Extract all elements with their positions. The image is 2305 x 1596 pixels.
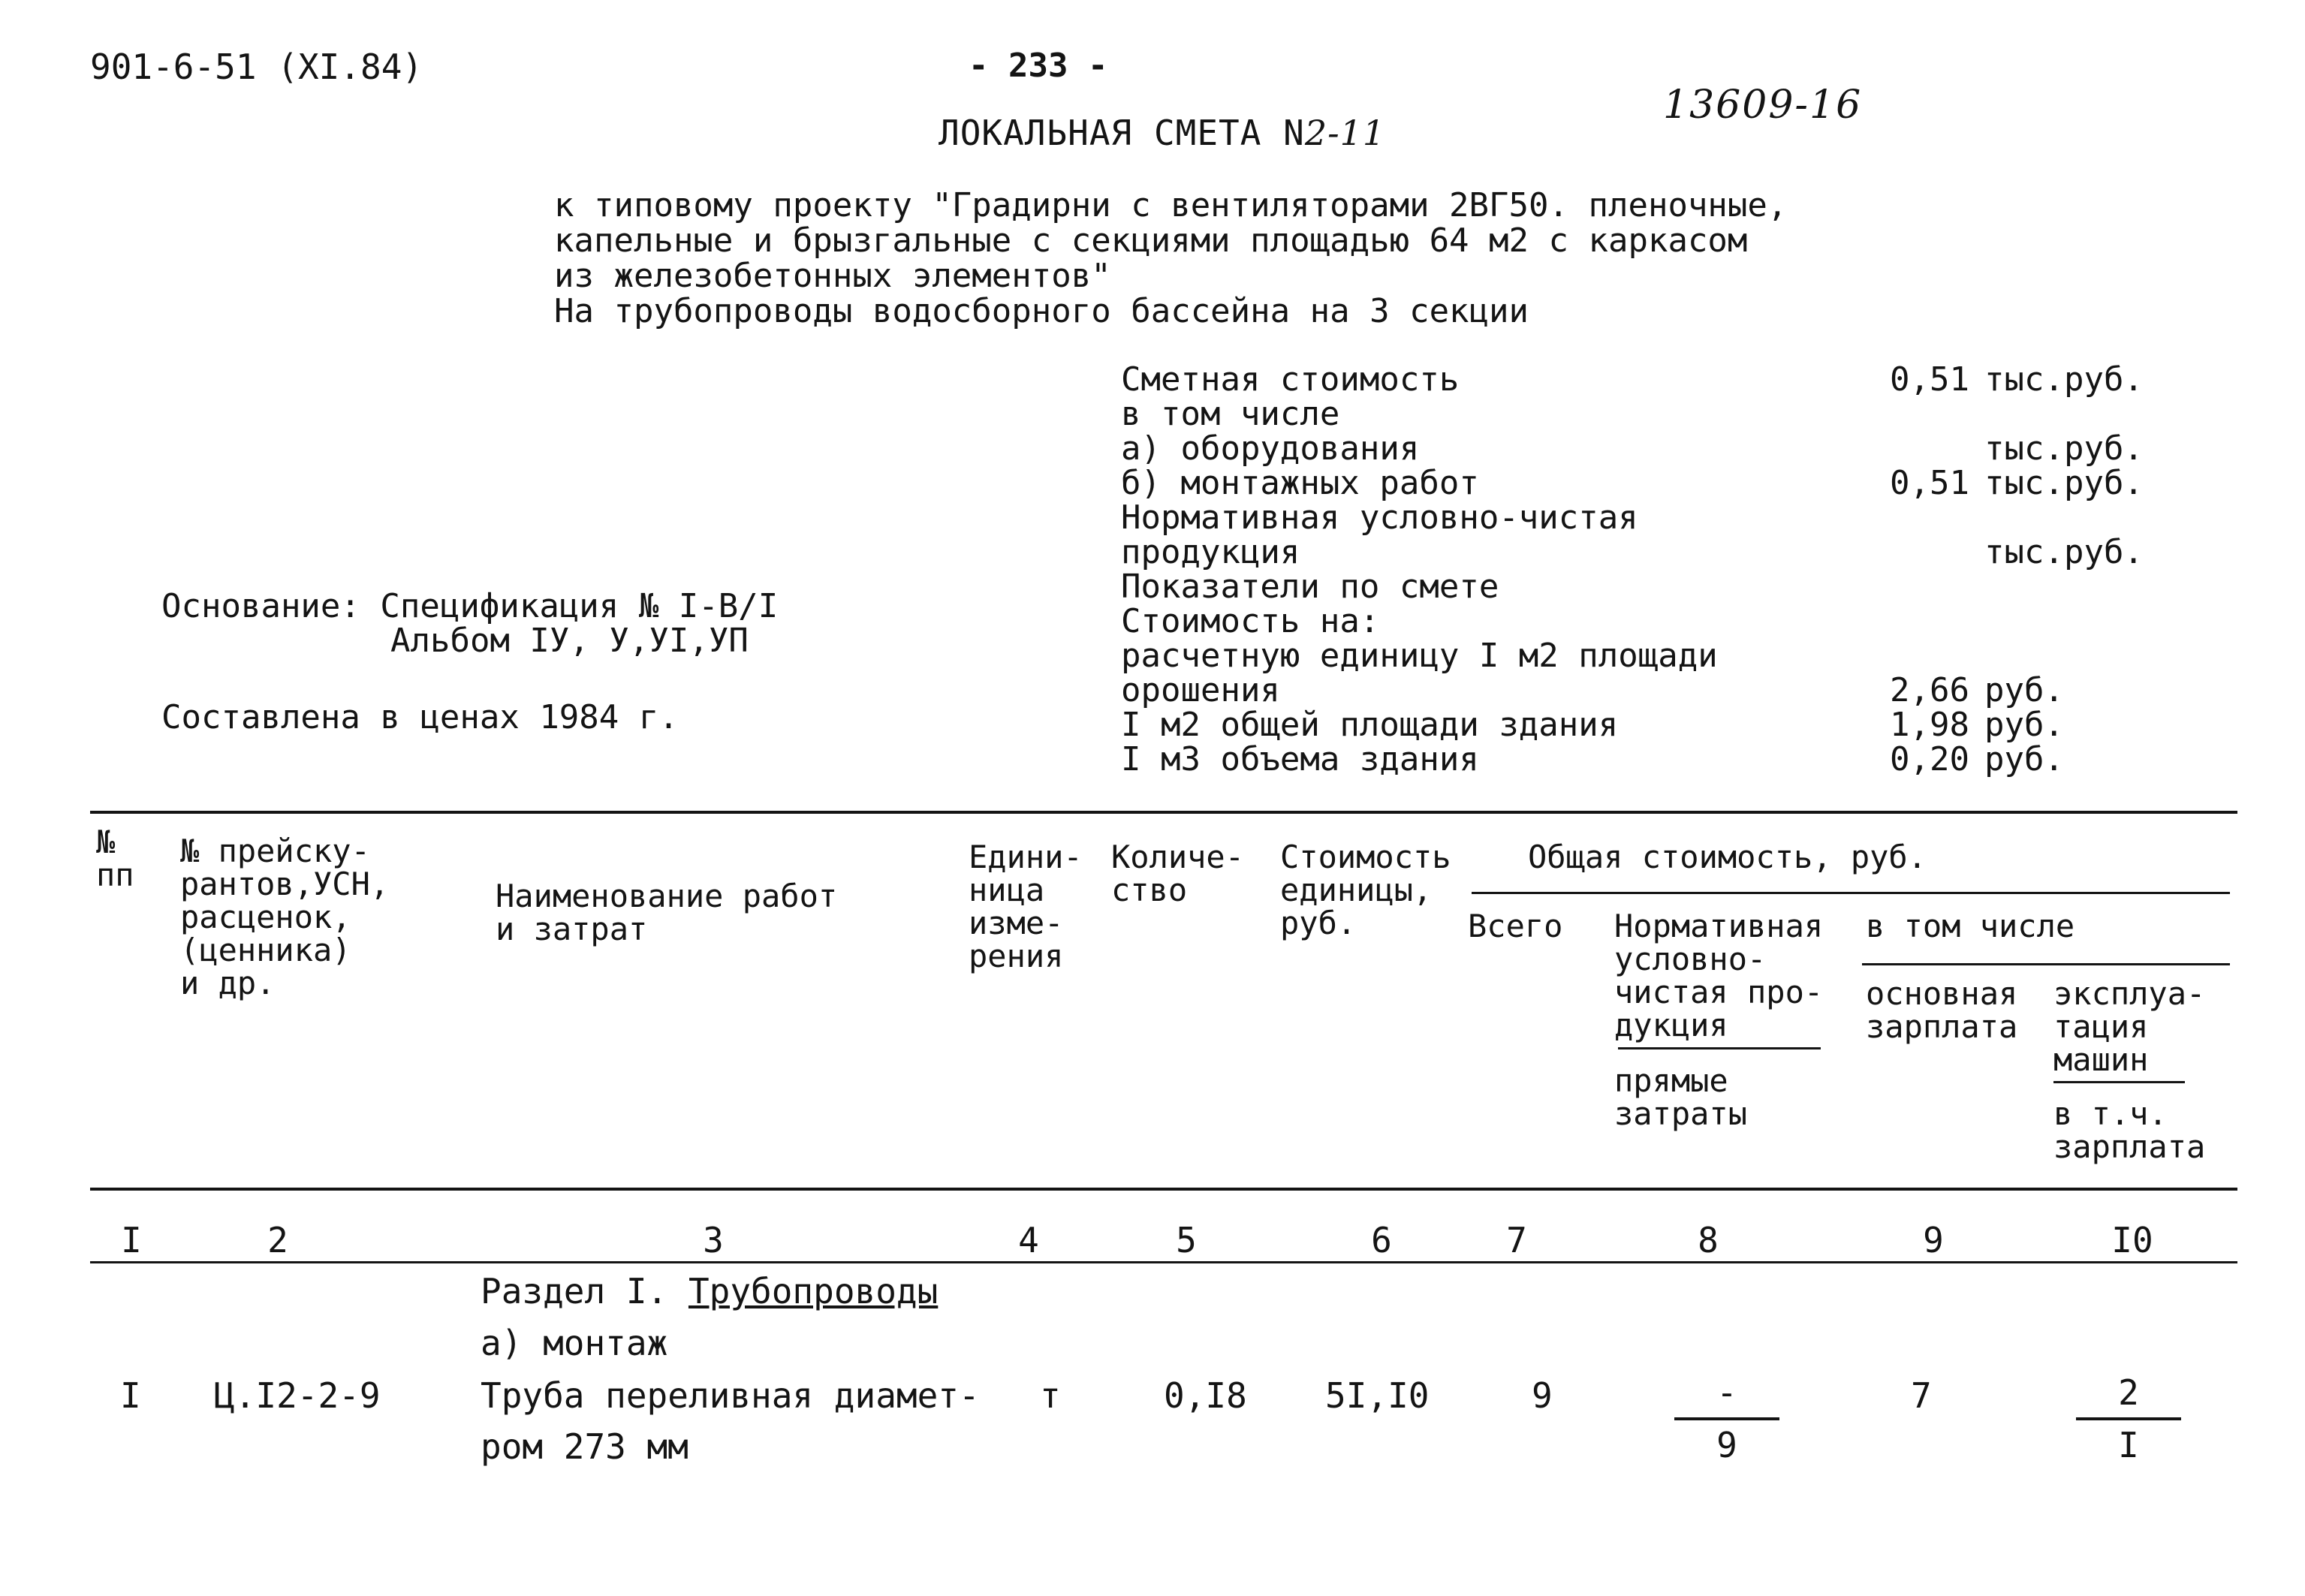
price-basis-note: Составлена в ценах 1984 г. [161,698,679,736]
column-number: 5 [1176,1220,1197,1260]
summary-unit: руб. [1984,740,2064,778]
row-machines-fraction [2076,1372,2181,1465]
section-name: Трубопроводы [688,1271,939,1311]
summary-row [1121,360,2150,399]
summary-unit: тыс.руб. [1984,533,2144,571]
col-header-work-name: Наименование работ и затрат [496,878,838,947]
col-header-number: № пп [96,824,134,893]
summary-label: продукция [1121,533,1300,571]
summary-label: Показатели по смете [1121,568,1499,606]
row-unit: т [1040,1375,1061,1416]
incl-rule [1862,963,2230,965]
header-bottom-rule [90,1188,2237,1191]
column-number: I [121,1220,142,1260]
machines-divider [2053,1081,2185,1083]
row-direct-costs: 9 [1716,1425,1737,1465]
row-quantity: 0,I8 [1164,1375,1247,1416]
description-line: из железобетонных элементов" [554,257,1111,295]
document-code: 901-6-51 (XI.84) [90,47,423,87]
summary-unit: руб. [1984,706,2064,744]
summary-value: 1,98 [1890,706,1969,744]
col-header-unit-cost: Стоимость единицы, руб. [1280,839,1451,941]
column-numbers-rule [90,1261,2237,1263]
description-line: капельные и брызгальные с секциями площадью 64 м2 с каркасом [554,221,1748,260]
summary-label: расчетную единицу I м2 площади [1121,637,1718,675]
page-number: - 233 - [969,47,1108,85]
row-base-salary: 7 [1911,1375,1932,1416]
project-description [554,188,1787,329]
section-title [481,1271,938,1311]
summary-label: в том числе [1121,395,1340,433]
summary-row [1121,673,2150,708]
summary-unit: тыс.руб. [1984,360,2144,399]
column-number: 2 [267,1220,288,1260]
col-header-total: Всего [1468,908,1563,944]
row-total: 9 [1532,1375,1553,1416]
column-number: 6 [1371,1220,1392,1260]
summary-label: орошения [1121,671,1280,709]
summary-row [1121,639,2150,673]
summary-row [1121,570,2150,604]
col-header-machine-salary: в т.ч. зарплата [2053,1095,2206,1165]
summary-row [1121,742,2150,777]
summary-unit: руб. [1984,671,2064,709]
col-header-price-code: № прейску- рантов,УСН, расценок, (ценника) и др. [180,833,390,1001]
summary-row [1121,466,2150,501]
col-header-including: в том числе [1866,908,2075,944]
cost-summary [1121,360,2150,778]
description-line: к типовому проекту "Градирни с вентиляторами 2ВГ50. пленочные, [554,186,1788,224]
basis-line: Основание: Спецификация № I-В/I [161,587,779,625]
handwritten-archive-number: 13609-16 [1663,83,1863,128]
col-header-base-salary: основная зарплата [1866,975,2018,1045]
row-net-product-fraction [1674,1372,1779,1465]
title-number: 2-11 [1304,113,1386,153]
row-work-name: Труба переливная диамет- [481,1375,980,1416]
ncp-divider [1618,1047,1821,1049]
col-header-direct-costs: прямые затраты [1614,1062,1748,1132]
row-price-code: Ц.I2-2-9 [214,1375,381,1416]
summary-unit: тыс.руб. [1984,429,2144,468]
summary-value: 2,66 [1890,671,1969,709]
column-number: 8 [1698,1220,1719,1260]
row-unit-cost: 5I,I0 [1325,1375,1430,1416]
basis-line: Альбом IУ, У,УI,УП [390,622,749,660]
row-net-product: - [1716,1372,1737,1413]
summary-label: Сметная стоимость [1121,360,1460,399]
summary-label: б) монтажных работ [1121,464,1479,502]
row-machine-operation: 2 [2118,1372,2139,1413]
column-number: 3 [703,1220,724,1260]
summary-row [1121,604,2150,639]
description-line: На трубопроводы водосборного бассейна на 3 секции [554,292,1529,330]
column-number: I0 [2111,1220,2153,1260]
row-number: I [120,1375,141,1416]
summary-label: I м3 объема здания [1121,740,1479,778]
column-number: 7 [1506,1220,1527,1260]
summary-label: Нормативная условно-чистая [1121,498,1638,537]
col-header-machine-operation: эксплуа- тация машин [2053,975,2206,1078]
row-machine-salary: I [2118,1425,2139,1465]
summary-label: Стоимость на: [1121,602,1380,640]
summary-row [1121,397,2150,432]
section-prefix: Раздел I. [481,1271,668,1311]
col-header-net-product: Нормативная условно- чистая про- дукция [1614,908,1824,1043]
summary-label: I м2 общей площади здания [1121,706,1619,744]
summary-row [1121,498,2150,537]
summary-label: а) оборудования [1121,429,1420,468]
total-cost-rule [1472,892,2230,894]
summary-value: 0,51 [1890,464,1969,502]
subsection-title: а) монтаж [481,1323,668,1363]
table-top-rule [90,811,2237,814]
col-header-total-cost: Общая стоимость, руб. [1528,839,1927,875]
summary-value: 0,20 [1890,740,1969,778]
summary-row [1121,429,2150,468]
document-title [939,113,1385,153]
basis-block [161,589,778,658]
fraction-bar [2076,1417,2181,1420]
title-text: ЛОКАЛЬНАЯ СМЕТА N [939,113,1305,153]
column-number: 4 [1018,1220,1039,1260]
summary-row [1121,708,2150,742]
summary-row [1121,535,2150,570]
fraction-bar [1674,1417,1779,1420]
col-header-unit: Едини- ница изме- рения [969,839,1083,974]
summary-value: 0,51 [1890,360,1969,399]
col-header-quantity: Количе- ство [1111,839,1245,908]
summary-unit: тыс.руб. [1984,464,2144,502]
column-number: 9 [1923,1220,1944,1260]
row-work-name-cont: ром 273 мм [481,1426,688,1467]
